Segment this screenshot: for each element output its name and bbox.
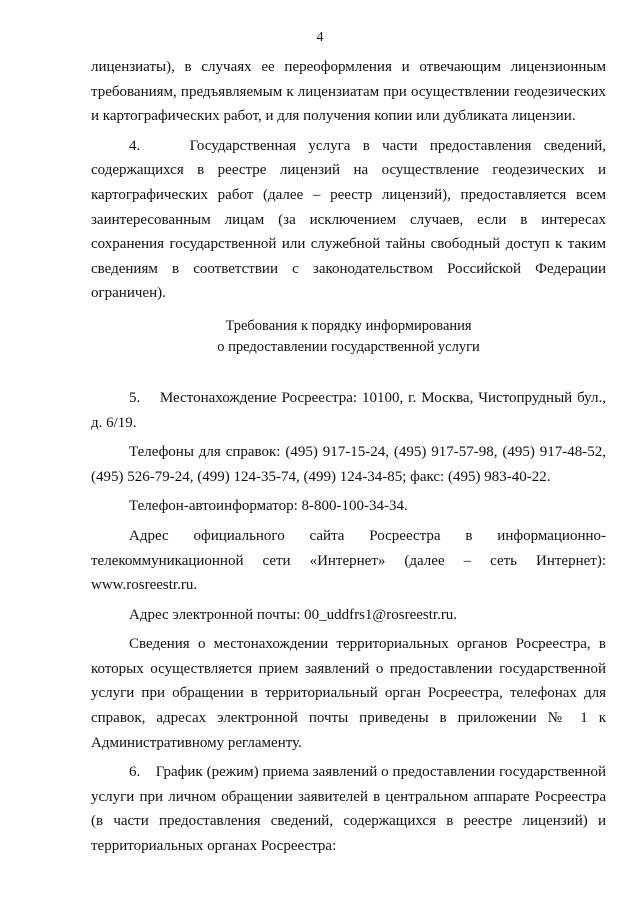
paragraph-6: 6. График (режим) приема заявлений о предоставлении государственной услуги при личном обращении заявителей в центральном аппарате Росреестра (в части предоставления сведений, содержащихся в реестре лицензий) и территориальных органах Росреестра: <box>91 764 606 855</box>
paragraph-5: 5. Местонахождение Росреестра: 10100, г. Москва, Чистопрудный бул., д. 6/19. <box>91 389 606 431</box>
paragraph-territorial: Сведения о местонахождении территориальных органов Росреестра, в которых осуществляется прием заявлений о предоставлении государственной услуги при обращении в территориальный орган Росреестра, телефонах для справок, адресах электронной почты приведены в приложении № 1 к Административному регламенту. <box>91 636 606 751</box>
paragraph-phones: Телефоны для справок: (495) 917-15-24, (495) 917-57-98, (495) 917-48-52, (495) 526-79-24, (499) 124-35-74, (499) 124-34-85; факс: (495) 983-40-22. <box>91 444 606 485</box>
paragraph-continuation: лицензиаты), в случаях ее переоформления и отвечающим лицензионным требованиям, предъявляемым к лицензиатам при осуществлении геодезических и картографических работ, и для получения копии или дубликата лицензии. <box>91 59 606 125</box>
document-body <box>91 55 606 859</box>
section-heading-line-1: Требования к порядку информирования <box>225 317 472 334</box>
section-heading-line-2: о предоставлении государственной услуги <box>217 338 480 355</box>
paragraph-autoinformer: Телефон-автоинформатор: 8-800-100-34-34. <box>129 498 408 515</box>
paragraph-4: 4. Государственная услуга в части предоставления сведений, содержащихся в реестре лицензий на осуществление геодезических и картографических работ (далее – реестр лицензий), предоставляется всем заинтересованным лицам (за исключением случаев, если в интересах сохранения государственной или служебной тайны свободный доступ к таким сведениям в соответствии с законодательством Российской Федерации ограничен). <box>91 137 606 302</box>
page-number: 4 <box>316 30 324 45</box>
paragraph-email: Адрес электронной почты: 00_uddfrs1@rosreestr.ru. <box>129 606 458 623</box>
paragraph-website: Адрес официального сайта Росреестра в информационно-телекоммуникационной сети «Интернет» (далее – сеть Интернет): www.rosreestr.ru. <box>91 527 606 594</box>
section-heading <box>91 316 606 358</box>
